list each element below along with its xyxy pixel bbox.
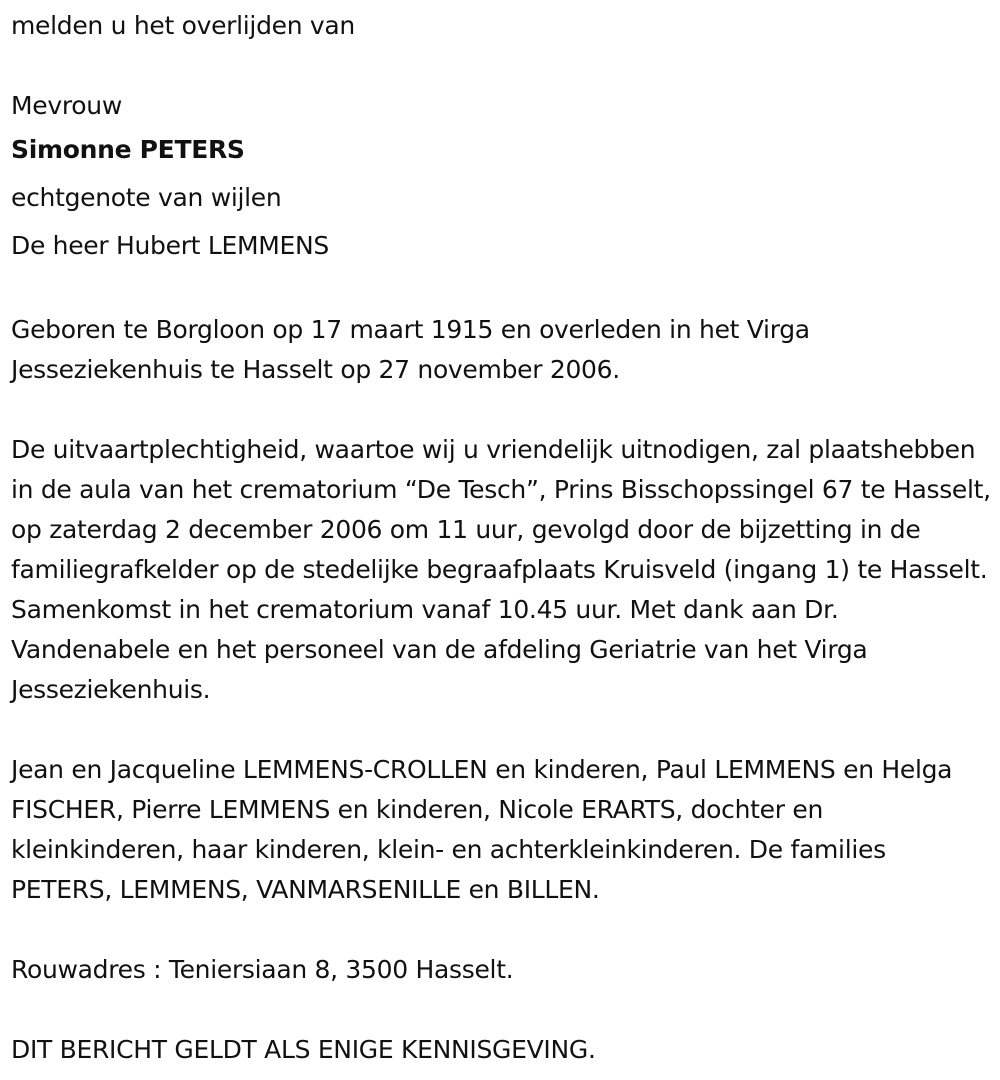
closing-statement: DIT BERICHT GELDT ALS ENIGE KENNISGEVING. xyxy=(11,1035,596,1064)
title-line: Mevrouw xyxy=(11,91,122,120)
spacer xyxy=(11,46,991,86)
spacer xyxy=(11,390,991,430)
ceremony-paragraph: De uitvaartplechtigheid, waartoe wij u vriendelijk uitnodigen, zal plaatshebben in de aula van het crematorium “De Tesch”, Prins Bisschopssingel 67 te Hasselt, op zaterdag 2 december 2006 om 11 uur, gevolgd door de bijzetting in de familiegrafkelder op de stedelijke begraafplaats Kruisveld (ingang 1) te Hasselt. Samenkomst in het crematorium vanaf 10.45 uur. Met dank aan Dr. Vandenabele en het personeel van de afdeling Geriatrie van het Virga Jesseziekenhuis. xyxy=(11,435,991,704)
mourning-address: Rouwadres : Teniersiaan 8, 3500 Hasselt. xyxy=(11,955,514,984)
spacer xyxy=(11,990,991,1030)
deceased-name: Simonne PETERS xyxy=(11,135,245,164)
birth-death-paragraph: Geboren te Borgloon op 17 maart 1915 en overleden in het Virga Jesseziekenhuis te Hasselt op 27 november 2006. xyxy=(11,315,810,384)
intro-line: melden u het overlijden van xyxy=(11,11,355,40)
spacer xyxy=(11,910,991,950)
obituary-notice xyxy=(11,6,991,1070)
spacer xyxy=(11,710,991,750)
spouse-line: De heer Hubert LEMMENS xyxy=(11,231,329,260)
spacer xyxy=(11,270,991,310)
relation-line: echtgenote van wijlen xyxy=(11,183,282,212)
family-paragraph: Jean en Jacqueline LEMMENS-CROLLEN en kinderen, Paul LEMMENS en Helga FISCHER, Pierre LEMMENS en kinderen, Nicole ERARTS, dochter en kleinkinderen, haar kinderen, klein- en achterkleinkinderen. De families PETERS, LEMMENS, VANMARSENILLE en BILLEN. xyxy=(11,755,953,904)
